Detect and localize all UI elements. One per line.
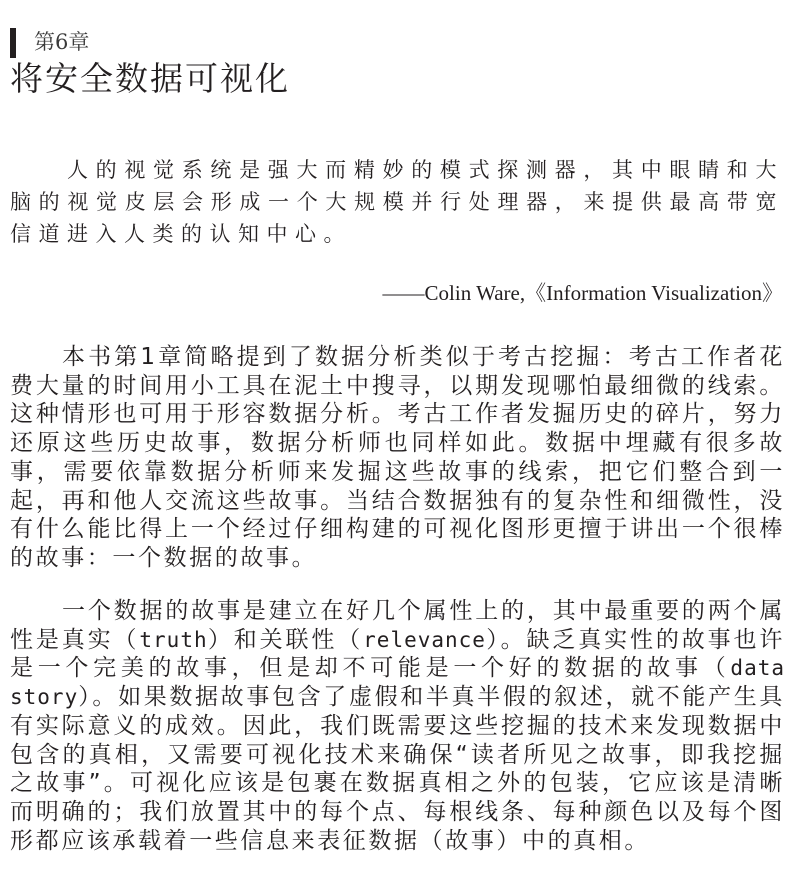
chapter-title: 将安全数据可视化 <box>10 59 290 98</box>
term-data-story: data story <box>10 656 785 710</box>
epigraph-quote: 人的视觉系统是强大而精妙的模式探测器，其中眼睛和大脑的视觉皮层会形成一个大规模并行处理器，来提供最高带宽信道进入人类的认知中心。 <box>10 158 784 246</box>
paragraph-text: 一个数据的故事是建立在好几个属性上的，其中最重要的两个属性是真实（ <box>10 598 785 653</box>
paragraph-text: ）。如果数据故事包含了虚假和半真半假的叙述，就不能产生具有实际意义的成效。因此，我们既需要这些挖掘的技术来发现数据中包含的真相，又需要可视化技术来确保“读者所见之故事，即我挖掘之故事”。可视化应该是包裹在数据真相之外的包装，它应该是清晰而明确的；我们放置其中的每个点、每根线条、每种颜色以及每个图形都应该承载着一些信息来表征数据（故事）中的真相。 <box>10 684 785 854</box>
term-relevance: relevance <box>363 627 486 652</box>
chapter-number: 第6章 <box>34 30 90 54</box>
paragraph-text: ）和关联性（ <box>207 626 364 653</box>
body-paragraph-2 <box>10 597 785 855</box>
epigraph-attribution: ——Colin Ware,《Information Visualization》 <box>382 281 783 305</box>
term-truth: truth <box>139 627 208 652</box>
paragraph-text: ）。缺乏真实性的故事也许是一个完美的故事，但是却不可能是一个好的数据的故事（ <box>10 626 785 682</box>
body-paragraph-1: 本书第1章简略提到了数据分析类似于考古挖掘：考古工作者花费大量的时间用小工具在泥土中搜寻，以期发现哪怕最细微的线索。这种情形也可用于形容数据分析。考古工作者发掘历史的碎片，努力还原这些历史故事，数据分析师也同样如此。数据中埋藏有很多故事，需要依靠数据分析师来发掘这些故事的线索，把它们整合到一起，再和他人交流这些故事。当结合数据独有的复杂性和细微性，没有什么能比得上一个经过仔细构建的可视化图形更擅于讲出一个很棒的故事：一个数据的故事。 <box>10 344 785 571</box>
chapter-marker-bar <box>10 28 16 58</box>
